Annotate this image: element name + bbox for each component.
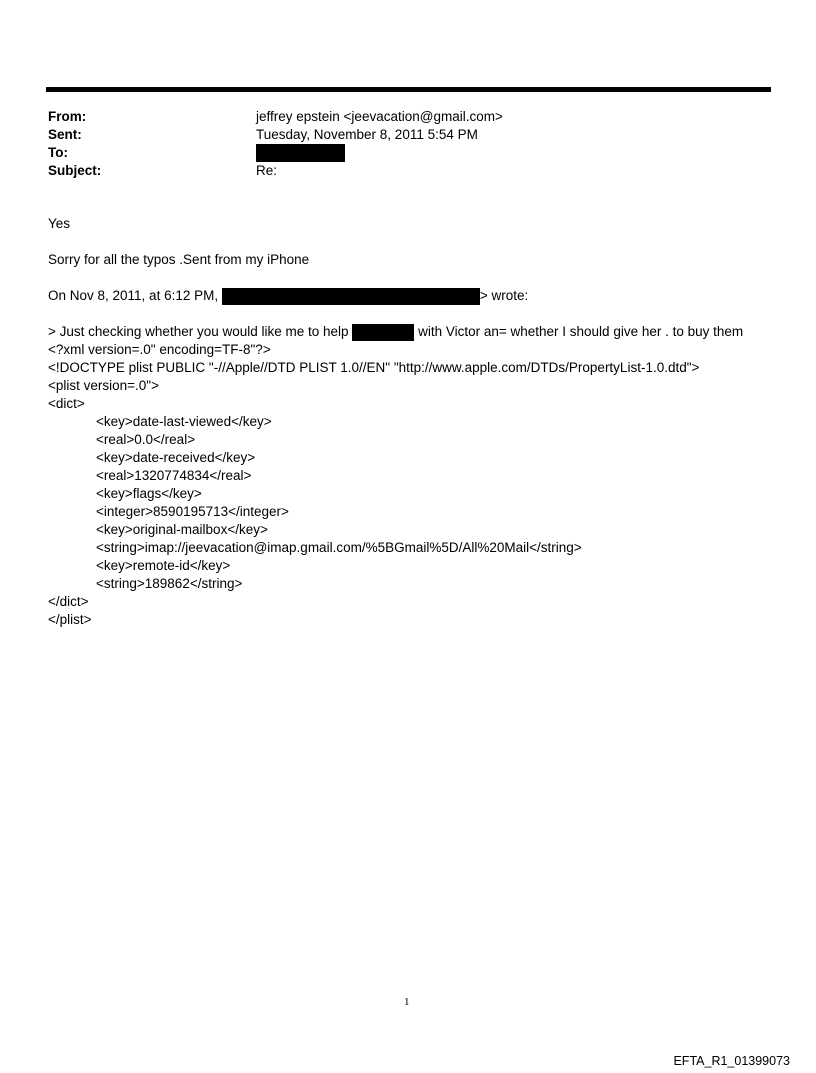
redaction-box (256, 144, 345, 162)
quoted-line (48, 323, 743, 341)
dict-open: <dict> (48, 396, 85, 411)
subject-label: Subject: (48, 163, 102, 178)
dict-close: </dict> (48, 594, 89, 609)
doctype-line: <!DOCTYPE plist PUBLIC "-//Apple//DTD PLIST 1.0//EN" "http://www.apple.com/DTDs/PropertyList-1.0.dtd"> (48, 360, 700, 375)
plist-open: <plist version=.0"> (48, 378, 159, 393)
dict-line: <key>remote-id</key> (96, 558, 231, 573)
body-yes: Yes (48, 216, 71, 231)
sent-label: Sent: (48, 127, 82, 142)
to-value (256, 144, 345, 162)
dict-line: <real>0.0</real> (96, 432, 196, 447)
on-wrote-prefix: On Nov 8, 2011, at 6:12 PM, (48, 288, 219, 303)
redaction-box (222, 288, 480, 305)
dict-line: <integer>8590195713</integer> (96, 504, 289, 519)
page-number: 1 (404, 996, 410, 1008)
bates-stamp: EFTA_R1_01399073 (673, 1054, 790, 1068)
dict-line: <string>imap://jeevacation@imap.gmail.com/%5BGmail%5D/All%20Mail</string> (96, 540, 582, 555)
xml-declaration: <?xml version=.0" encoding=TF-8"?> (48, 342, 271, 357)
on-wrote-suffix: > wrote: (479, 288, 529, 303)
header-rule (46, 87, 771, 92)
body-sorry: Sorry for all the typos .Sent from my iPhone (48, 252, 310, 267)
from-label: From: (48, 109, 87, 124)
dict-line: <key>flags</key> (96, 486, 202, 501)
from-value: jeffrey epstein <jeevacation@gmail.com> (256, 109, 503, 124)
dict-line: <string>189862</string> (96, 576, 243, 591)
sent-value: Tuesday, November 8, 2011 5:54 PM (256, 127, 478, 142)
plist-close: </plist> (48, 612, 92, 627)
dict-line: <real>1320774834</real> (96, 468, 252, 483)
on-wrote-line (48, 287, 528, 305)
dict-line: <key>date-received</key> (96, 450, 256, 465)
dict-line: <key>date-last-viewed</key> (96, 414, 272, 429)
redaction-box (352, 324, 414, 341)
quoted-prefix: > Just checking whether you would like me to help (48, 324, 349, 339)
dict-line: <key>original-mailbox</key> (96, 522, 268, 537)
quoted-suffix: with Victor an= whether I should give her . to buy them (418, 324, 744, 339)
subject-value: Re: (256, 163, 278, 178)
to-label: To: (48, 145, 68, 160)
